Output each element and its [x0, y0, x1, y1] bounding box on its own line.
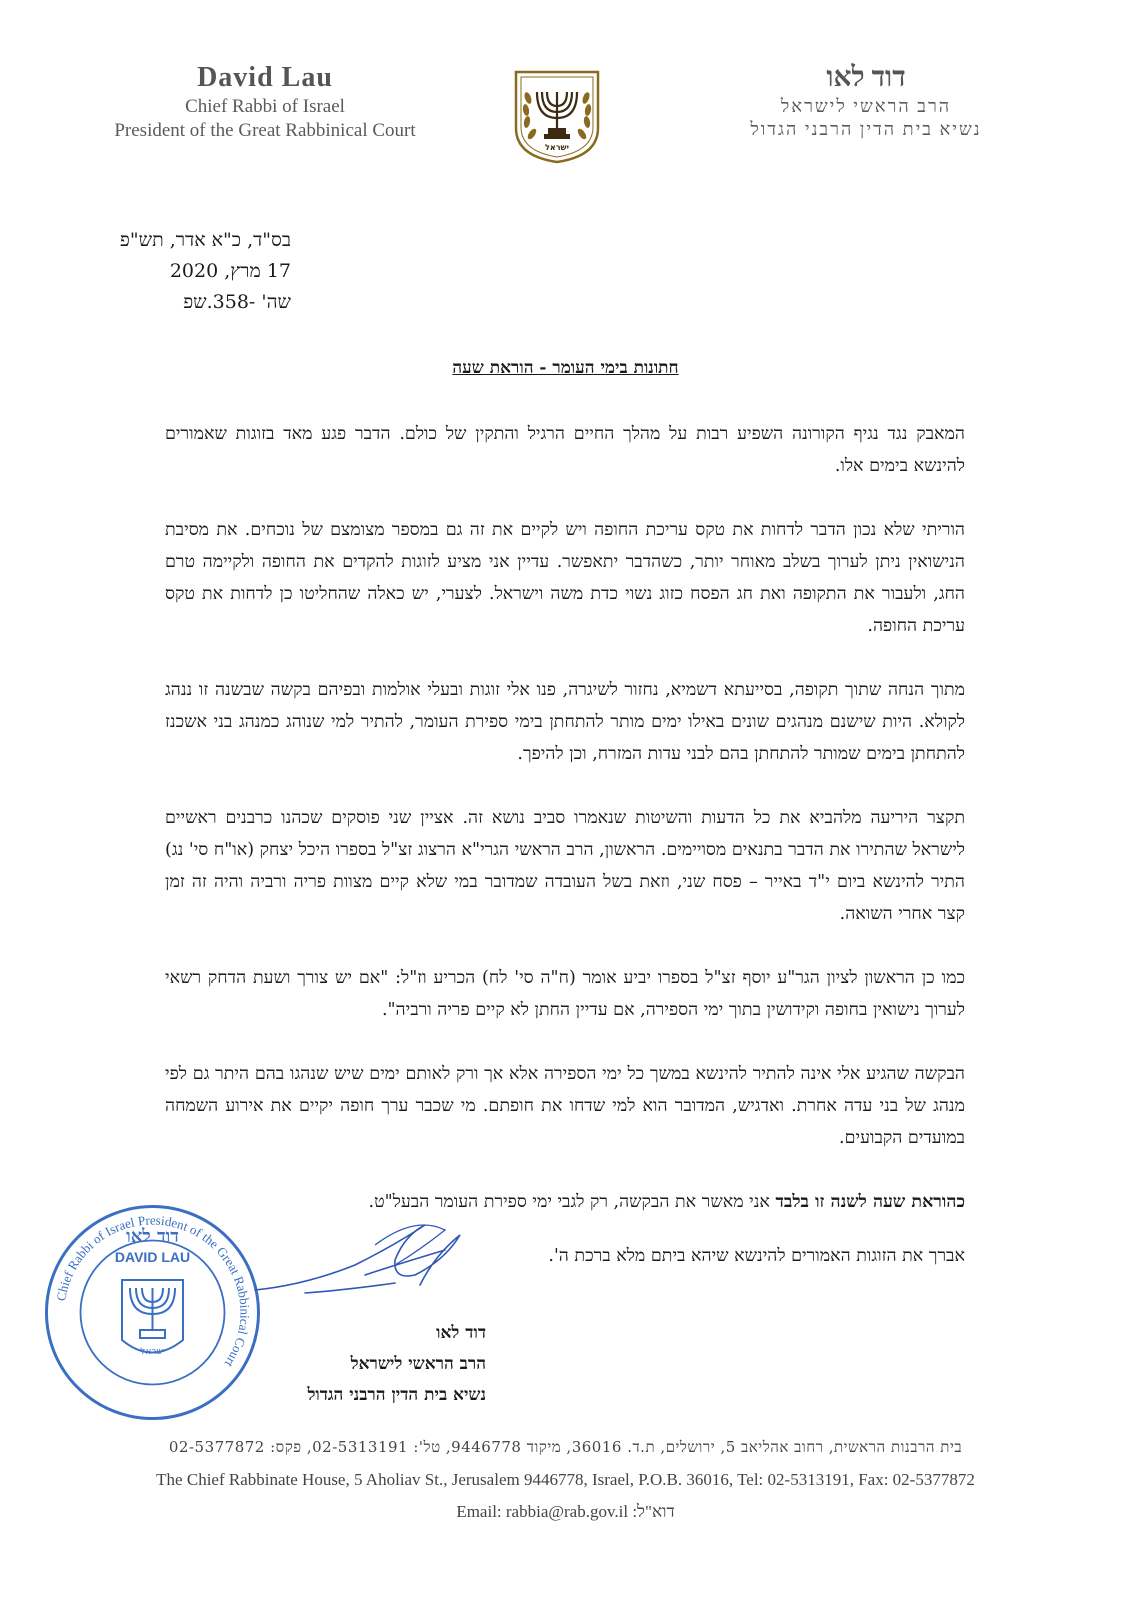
- date-block: [120, 225, 291, 318]
- paragraph-5: כמו כן הראשון לציון הגר"ע יוסף זצ"ל בספרו יביע אומר (ח"ה סי' לח) הכריע וז"ל: "אם יש צורך ושעת הדחק רשאי לערוך נישואין בחופה וקידושין בתוך ימי הספירה, אם עדיין החתן לא קיים פריה ורביה".: [165, 968, 965, 1020]
- paragraph-4: תקצר היריעה מלהביא את כל הדעות והשיטות שנאמרו סביב נושא זה. אציין שני פוסקים שכהנו כרבנים ראשיים לישראל שהתירו את הדבר בתנאים מסויימים. הראשון, הרב הראשי הגרי"א הרצוג זצ"ל בספרו היכל יצחק (או"ח סי' נג) התיר להינשא ביום י"ד באייר – פסח שני, וזאת בשל העובדה שמדובר במי שלא קיים מצוות פריה ורביה והיה זה זמן קצר אחרי השואה.: [165, 808, 965, 924]
- signature-block: [307, 1318, 486, 1411]
- letterhead-hebrew: [701, 62, 1031, 140]
- official-stamp: [40, 1200, 265, 1425]
- reference-number: שה' -358.שפ: [183, 291, 291, 313]
- stamp-center-hebrew: דוד לאו: [126, 1226, 179, 1247]
- sender-title-english-2: President of the Great Rabbinical Court: [114, 120, 416, 141]
- sender-title-hebrew-1: הרב הראשי לישראל: [780, 96, 952, 116]
- stamp-outer-text: Chief Rabbi of Israel President of the Great Rabbinical Court: [53, 1212, 253, 1371]
- signer-title-2: נשיא בית הדין הרבני הגדול: [307, 1385, 486, 1405]
- paragraph-6: הבקשה שהגיע אלי אינה להתיר להינשא במשך כל ימי הספירה אלא אך ורק לאותם ימים שיש שנהגו בהם היתר גם לפי מנהג של בני עדה אחרת. ואדגיש, המדובר הוא למי שדחו את חופתם. מי שכבר ערך חופה יקיים את אירוע השמחה במועדים הקבועים.: [165, 1064, 965, 1148]
- sender-name-hebrew: דוד לאו: [826, 62, 906, 93]
- letter-title: חתונות בימי העומר - הוראת שעה: [452, 358, 679, 378]
- signer-name: דוד לאו: [436, 1323, 486, 1343]
- ruling-rest: אני מאשר את הבקשה, רק לגבי ימי ספירת העומר הבעל"ט.: [368, 1192, 776, 1212]
- hebrew-date: בס"ד, כ"א אדר, תש"פ: [119, 229, 291, 251]
- letter-body: [165, 418, 965, 1304]
- blessing-paragraph: אברך את הזוגות האמורים להינשא שיהא ביתם מלא ברכת ה'.: [548, 1246, 965, 1266]
- paragraph-1: המאבק נגד נגיף הקורונה השפיע רבות על מהלך החיים הרגיל והתקין של כולם. הדבר פגע מאד בזוגות שאמורים להינשא בימים אלו.: [165, 424, 965, 476]
- stamp-emblem-label: ישראל: [140, 1347, 165, 1357]
- footer-english-address: The Chief Rabbinate House, 5 Aholiav St., Jerusalem 9446778, Israel, P.O.B. 36016, Tel: 02-5313191, Fax: 02-5377872: [156, 1470, 975, 1489]
- sender-name-english: David Lau: [197, 62, 333, 93]
- footer-email: Email: rabbia@rab.gov.il :דוא"ל: [456, 1502, 675, 1521]
- paragraph-2: הוריתי שלא נכון הדבר לדחות את טקס עריכת החופה ויש לקיים את זה גם במספר מצומצם של נוכחים. את מסיבת הנישואין ניתן לערוך בשלב מאוחר יותר, כשהדבר יתאפשר. עדיין אני מציע לזוגות להקדים את החופה ולקיימה טרם החג, ולעבור את התקופה ואת חג הפסח כזוג נשוי כדת משה וישראל. לצערי, יש כאלה שהחליטו כן לדחות את טקס עריכת החופה.: [165, 520, 965, 636]
- paragraph-3: מתוך הנחה שתוך תקופה, בסייעתא דשמיא, נחזור לשיגרה, פנו אלי זוגות ובעלי אולמות ובפיהם בקשה שבשנה זו ננהג לקולא. היות שישנם מנהגים שונים באילו ימים מותר להתחתן בימי ספירת העומר, להתיר למי שנוהג כמנהג בני אשכנז להתחתן בימים שמותר להתחתן בהם לבני עדות המזרח, וכן להיפך.: [165, 680, 965, 764]
- stamp-menorah-icon: [122, 1280, 183, 1353]
- handwritten-signature: [245, 1205, 475, 1315]
- stamp-center-text: DAVID LAU: [114, 1249, 191, 1265]
- signer-title-1: הרב הראשי לישראל: [350, 1354, 486, 1374]
- letterhead-english: [90, 62, 440, 142]
- sender-title-english-1: Chief Rabbi of Israel: [185, 96, 345, 117]
- sender-title-hebrew-2: נשיא בית הדין הרבני הגדול: [750, 119, 982, 139]
- gregorian-date: 17 מרץ, 2020: [169, 260, 291, 282]
- emblem-label: ישראל: [545, 143, 569, 152]
- state-emblem-icon: [512, 68, 602, 164]
- ruling-bold: כהוראת שעה לשנה זו בלבד: [775, 1192, 965, 1212]
- footer-hebrew-address: בית הרבנות הראשית, רחוב אהליאב 5, ירושלים, ת.ד. 36016, מיקוד 9446778, טל': 02-5313191, פקס: 02-5377872: [168, 1438, 963, 1456]
